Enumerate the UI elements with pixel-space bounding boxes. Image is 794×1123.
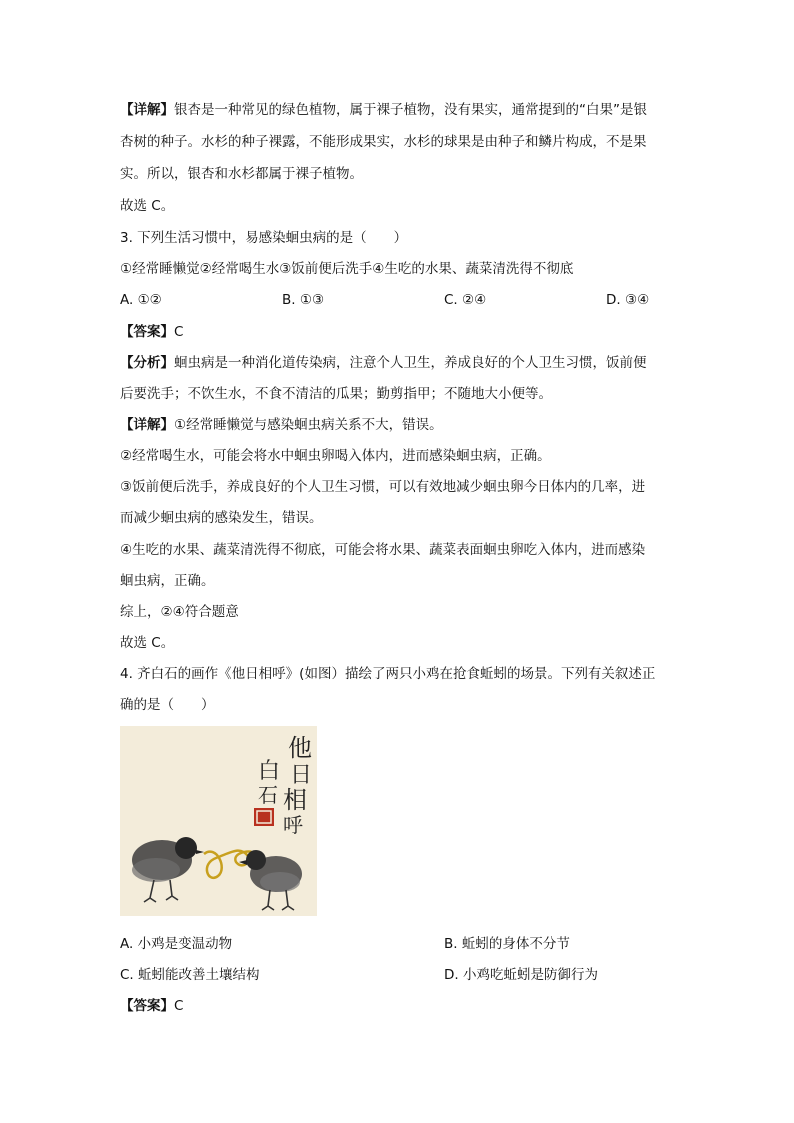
inscription-char-1: 他	[288, 734, 312, 762]
detail-line-1: 【详解】银杏是一种常见的绿色植物，属于裸子植物，没有果实，通常提到的“白果”是银	[120, 102, 647, 118]
q3-option-b: B. ①③	[282, 292, 325, 308]
q3-answer: 【答案】C	[120, 324, 184, 340]
inscription-char-2: 日	[290, 763, 313, 788]
inscription-char-4: 呼	[283, 813, 303, 837]
q4-option-d: D. 小鸡吃蚯蚓是防御行为	[444, 967, 598, 983]
q3-analysis-line-2: 后要洗手；不饮生水，不食不清洁的瓜果；勤剪指甲；不随地大小便等。	[120, 386, 552, 402]
q4-option-c: C. 蚯蚓能改善土壤结构	[120, 967, 260, 983]
signature-char-1: 白	[258, 759, 281, 784]
q3-option-d: D. ③④	[606, 292, 650, 308]
q4-option-b: B. 蚯蚓的身体不分节	[444, 936, 570, 952]
q3-option-a: A. ①②	[120, 292, 162, 308]
q3-detail-line-4: 而减少蛔虫病的感染发生，错误。	[120, 510, 323, 526]
q4-option-a: A. 小鸡是变温动物	[120, 936, 233, 952]
q3-detail-line-5: ④生吃的水果、蔬菜清洗得不彻底，可能会将水果、蔬菜表面蛔虫卵吃入体内，进而感染	[120, 542, 646, 558]
inscription-char-3: 相	[283, 786, 307, 814]
q3-stem: 3. 下列生活习惯中，易感染蛔虫病的是（ ）	[120, 230, 408, 246]
q3-detail-line-3: ③饭前便后洗手，养成良好的个人卫生习惯，可以有效地减少蛔虫卵今日体内的几率，进	[120, 479, 646, 495]
detail-line-3: 实。所以，银杏和水杉都属于裸子植物。	[120, 166, 363, 182]
q4-stem-line-2: 确的是（ ）	[120, 697, 215, 713]
q3-detail-line-6: 蛔虫病，正确。	[120, 573, 215, 589]
painting-illustration	[120, 726, 317, 916]
q3-choice: 故选 C。	[120, 635, 175, 651]
q3-detail-line-2: ②经常喝生水，可能会将水中蛔虫卵喝入体内，进而感染蛔虫病，正确。	[120, 448, 551, 464]
q4-stem-line-1: 4. 齐白石的画作《他日相呼》(如图）描绘了两只小鸡在抢食蚯蚓的场景。下列有关叙述正	[120, 666, 656, 682]
q3-items: ①经常睡懒觉②经常喝生水③饭前便后洗手④生吃的水果、蔬菜清洗得不彻底	[120, 261, 574, 277]
detail-tag: 【详解】	[120, 102, 174, 118]
painting-image	[120, 726, 317, 916]
choice-line: 故选 C。	[120, 198, 175, 214]
q3-option-c: C. ②④	[444, 292, 487, 308]
q3-detail-line-1: 【详解】①经常睡懒觉与感染蛔虫病关系不大，错误。	[120, 417, 443, 433]
q4-answer: 【答案】C	[120, 998, 184, 1014]
detail-line-2: 杏树的种子。水杉的种子裸露，不能形成果实，水杉的球果是由种子和鳞片构成，不是果	[120, 134, 647, 150]
q3-summary: 综上，②④符合题意	[120, 604, 239, 620]
q3-analysis-line-1: 【分析】蛔虫病是一种消化道传染病，注意个人卫生，养成良好的个人卫生习惯，饭前便	[120, 355, 647, 371]
signature-char-2: 石	[258, 783, 278, 807]
